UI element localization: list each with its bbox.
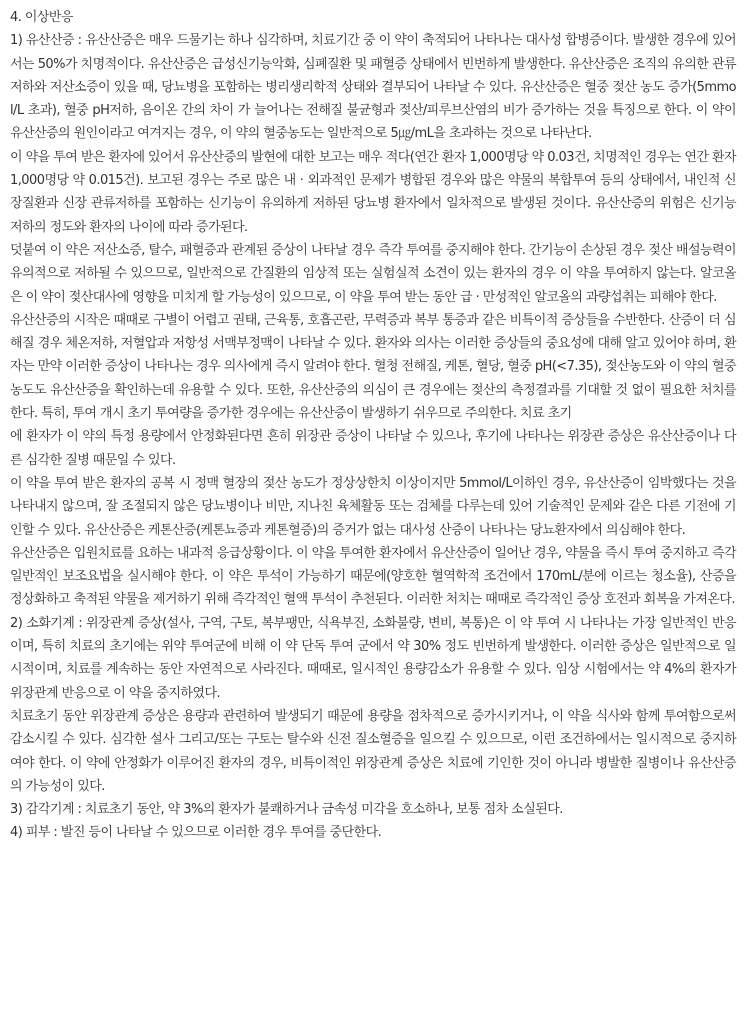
section-heading: 4. 이상반응 — [10, 10, 73, 25]
paragraph-lactate-levels: 이 약을 투여 받은 환자의 공복 시 정맥 혈장의 젖산 농도가 정상상한치 이상이지만 5mmol/L이하인 경우, 유산산증이 임박했다는 것을 나타내지 않으며, 잘 조절되지 않은 당뇨병이나 비만, 지나친 육체활동 또는 검체를 다루는데 있어 기술적인 문제와 같은 다른 기전에 기인할 수 있다. 유산산증은 케톤산증(케톤뇨증과 케톤혈증)의 증거가 없는 대사성 산증이 나타나는 당뇨환자에서 의심해야 한다. — [10, 475, 736, 538]
paragraph-incidence: 이 약을 투여 받은 환자에 있어서 유산산증의 발현에 대한 보고는 매우 적다(연간 환자 1,000명당 약 0.03건, 치명적인 경우는 연간 환자 1,000명당 약 0.015건). 보고된 경우는 주로 많은 내 · 외과적인 문제가 병합된 경우와 많은 약물의 복합투여 등의 상태에서, 내인적 신장질환과 신장 관류저하를 포함하는 신기능이 유의하게 저하된 당뇨병 환자에서 일차적으로 발생된 것이다. 유산산증의 위험은 신기능 저하의 정도와 환자의 나이에 따라 증가된다. — [10, 149, 736, 235]
paragraph-gastrointestinal: 2) 소화기계 : 위장관계 증상(설사, 구역, 구토, 복부팽만, 식욕부진, 소화불량, 변비, 복통)은 이 약 투여 시 나타나는 가장 일반적인 반응이며, 특히 치료의 초기에는 위약 투여군에 비해 이 약 단독 투여 군에서 약 30% 정도 빈번하게 발생한다. 이러한 증상은 일반적으로 일시적이며, 치료를 계속하는 동안 자연적으로 사라진다. 때때로, 일시적인 용량감소가 유용할 수 있다. 임상 시험에서는 약 4%의 환자가 위장관계 반응으로 이 약을 중지하였다. — [10, 615, 736, 701]
paragraph-early-treatment: 에 환자가 이 약의 특정 용량에서 안정화된다면 흔히 위장관 증상이 나타날 수 있으나, 후기에 나타나는 위장관 증상은 유산산증이나 다른 심각한 질병 때문일 수 있다. — [10, 429, 736, 468]
paragraph-emergency: 유산산증은 입원치료를 요하는 내과적 응급상황이다. 이 약을 투여한 환자에서 유산산증이 일어난 경우, 약물을 즉시 투여 중지하고 즉각 일반적인 보조요법을 실시해야 한다. 이 약은 투석이 가능하기 때문에(양호한 혈역학적 조건에서 170mL/분에 이르는 청소율), 산증을 정상화하고 축적된 약물을 제거하기 위해 즉각적인 혈액 투석이 추천된다. 이러한 처치는 때때로 즉각적인 증상 호전과 회복을 가져온다. — [10, 545, 736, 608]
paragraph-precautions: 덧붙여 이 약은 저산소증, 탈수, 패혈증과 관계된 증상이 나타날 경우 즉각 투여를 중지해야 한다. 간기능이 손상된 경우 젖산 배설능력이 유의적으로 저하될 수 있으므로, 일반적으로 간질환의 임상적 또는 실험실적 소견이 있는 환자의 경우 이 약을 투여하지 않는다. 알코올은 이 약이 젖산대사에 영향을 미치게 할 가능성이 있으므로, 이 약을 투여 받는 동안 급 · 만성적인 알코올의 과량섭취는 피해야 한다. — [10, 242, 736, 305]
paragraph-symptoms: 유산산증의 시작은 때때로 구별이 어렵고 권태, 근육통, 호흡곤란, 무력증과 복부 통증과 같은 비특이적 증상들을 수반한다. 산증이 더 심해질 경우 체온저하, 저혈압과 저항성 서맥부정맥이 나타날 수 있다. 환자와 의사는 이러한 증상들의 중요성에 대해 알고 있어야 하며, 환자는 만약 이러한 증상이 나타나는 경우 의사에게 즉시 알려야 한다. 혈청 전해질, 케톤, 혈당, 혈중 pH(<7.35), 젖산농도와 이 약의 혈중 농도도 유산산증을 확인하는데 유용할 수 있다. 또한, 유산산증의 의심이 큰 경우에는 젖산의 측정결과를 기대할 것 없이 필요한 처치를 한다. 특히, 투여 개시 초기 투여량을 증가한 경우에는 유산산증이 발생하기 쉬우므로 주의한다. 치료 초기 — [10, 312, 736, 422]
paragraph-lactic-acidosis: 1) 유산산증 : 유산산증은 매우 드물기는 하나 심각하며, 치료기간 중 이 약이 축적되어 나타나는 대사성 합병증이다. 발생한 경우에 있어서는 50%가 치명적이다. 유산산증은 급성신기능악화, 심폐질환 및 패혈증 상태에서 빈번하게 발생한다. 유산산증은 조직의 유의한 관류저하와 저산소증이 있을 때, 당뇨병을 포함하는 병리생리학적 상태와 결부되어 나타날 수 있다. 유산산증은 혈중 젖산 농도 증가(5mmol/L 초과), 혈중 pH저하, 음이온 간의 차이 가 늘어나는 전해질 불균형과 젖산/피루브산염의 비가 증가하는 것을 특징으로 한다. 이 약이 유산산증의 원인이라고 여겨지는 경우, 이 약의 혈중농도는 일반적으로 5㎍/mL을 초과하는 것으로 나타난다. — [10, 33, 736, 142]
paragraph-skin: 4) 피부 : 발진 등이 나타날 수 있으므로 이러한 경우 투여를 중단한다. — [10, 825, 382, 841]
paragraph-gi-management: 치료초기 동안 위장관계 증상은 용량과 관련하여 발생되기 때문에 용량을 점차적으로 증가시키거나, 이 약을 식사와 함께 투여함으로써 감소시킬 수 있다. 심각한 설사 그리고/또는 구토는 탈수와 신전 질소혈증을 일으킬 수 있으므로, 이런 조건하에서는 일시적으로 중지하여야 한다. 이 약에 안정화가 이루어진 환자의 경우, 비특이적인 위장관계 증상은 치료에 기인한 것이 아니라 병발한 질병이나 유산산증의 가능성이 있다. — [10, 708, 736, 794]
paragraph-sensory: 3) 감각기계 : 치료초기 동안, 약 3%의 환자가 불쾌하거나 금속성 미각을 호소하나, 보통 점차 소실된다. — [10, 802, 563, 818]
